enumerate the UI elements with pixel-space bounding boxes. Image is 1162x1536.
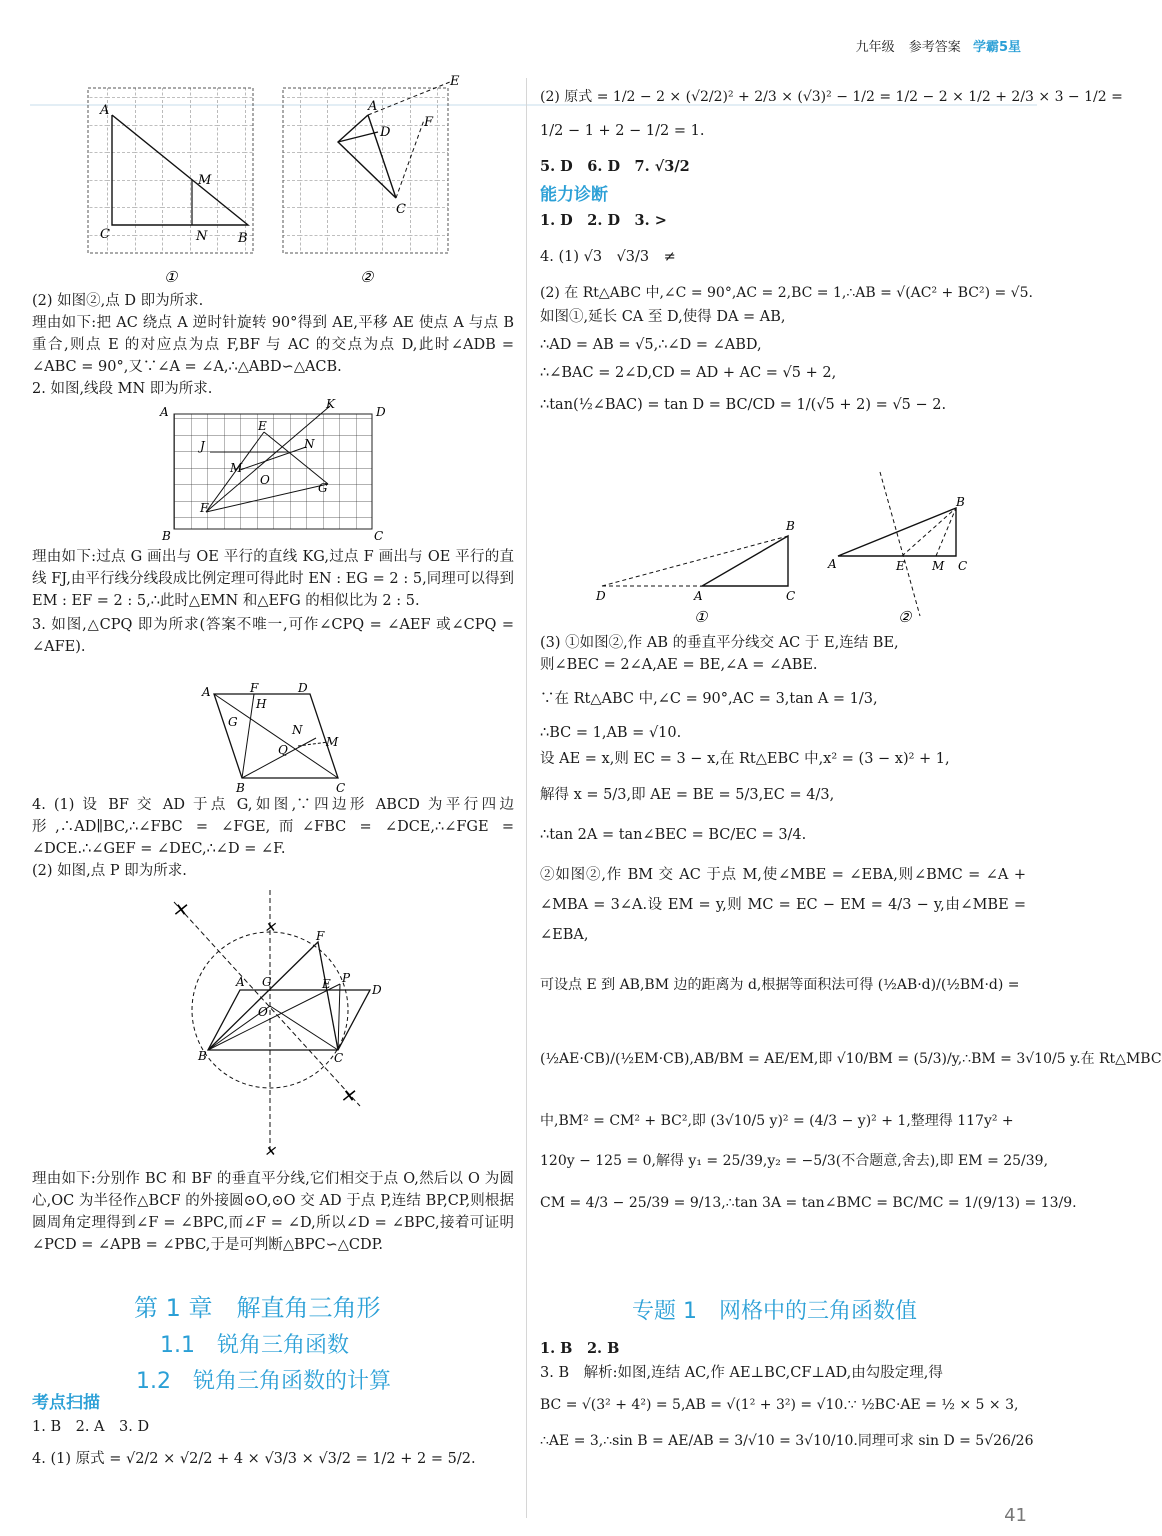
tri-label-5: E (896, 559, 905, 573)
tri-label-2: A (694, 589, 703, 603)
para-label-2: D (298, 681, 308, 695)
fig1-label-0: A (100, 103, 110, 118)
circle-label-3: E (322, 977, 331, 991)
section-1-1: 1.1 锐角三角函数 (160, 1333, 349, 1358)
p2-2: 理由如下:把 AC 绕点 A 逆时针旋转 90°得到 AE,平移 AE 使点 A 与点 B 重合,则点 E 的对应点为点 F,BF 与 AC 的交点为点 D,此时∠ADB = ∠ABC = 90°,又∵∠A = ∠A,∴△ABD∽△ACB. (32, 315, 514, 375)
grid2-label-5: N (304, 437, 315, 451)
chapter-title: 第 1 章 解直角三角形 (134, 1294, 381, 1322)
circle-label-7: B (198, 1049, 207, 1063)
fig1-label-3: B (238, 231, 248, 246)
r13: ∵在 Rt△ABC 中,∠C = 90°,AC = 3,tan A = 1/3, (540, 691, 878, 707)
grid2-label-3: E (258, 419, 267, 433)
ans-123: 1. B 2. A 3. D (32, 1419, 150, 1435)
page-header (856, 36, 1021, 55)
tri-caption-1: ② (898, 608, 912, 626)
r4: 1. D 2. D 3. > (540, 212, 667, 229)
topic-title: 专题 1 网格中的三角函数值 (632, 1299, 917, 1324)
left-block-1 (32, 290, 514, 400)
r6: (2) 在 Rt△ABC 中,∠C = 90°,AC = 2,BC = 1,∴AB = √(AC² + BC²) = √5. (540, 285, 1033, 301)
header-grade: 九年级 (855, 40, 895, 55)
grid2-label-6: M (230, 461, 243, 475)
grid2-label-11: C (374, 529, 384, 543)
q2-text: 2. 如图,线段 MN 即为所求. (32, 381, 213, 397)
para-label-6: Q (278, 743, 288, 757)
tri-label-7: C (958, 559, 968, 573)
tri-label-6: M (932, 559, 945, 573)
figure-triangles (590, 466, 990, 626)
fig2-label-3: E (450, 74, 460, 89)
fig1-label-2: N (196, 229, 208, 244)
para-label-8: B (236, 781, 245, 795)
r2: 1/2 − 1 + 2 − 1/2 = 1. (540, 123, 705, 139)
tri-caption-0: ① (694, 608, 708, 626)
scan-heading: 考点扫描 (32, 1393, 100, 1413)
q4-calc: 4. (1) 原式 = √2/2 × √2/2 + 4 × √3/3 × √3/2 = 1/2 + 2 = 5/2. (32, 1451, 476, 1467)
q4-1: 4. (1) 设 BF 交 AD 于点 G,如图,∵四边形 ABCD 为平行四边形,∴AD∥BC,∴∠FBC = ∠FGE,而∠FBC = ∠DCE,∴∠FGE = ∠DCE.∴∠GEF = ∠DEC,∴∠D = ∠F. (32, 797, 514, 857)
grid2-label-9: F (200, 501, 209, 515)
tri-label-0: B (786, 519, 795, 533)
grid2-label-1: D (376, 405, 386, 419)
fig1-label-1: C (100, 227, 110, 242)
grid2-label-10: B (162, 529, 171, 543)
ability-heading: 能力诊断 (540, 185, 608, 205)
fig2-label-0: A (368, 99, 378, 114)
r14: ∴BC = 1,AB = √10. (540, 725, 682, 741)
circle-label-5: D (372, 983, 382, 997)
grid2-label-7: O (260, 473, 270, 487)
r10: ∴tan(½∠BAC) = tan D = BC/CD = 1/(√5 + 2) = √5 − 2. (540, 397, 947, 413)
r7: 如图①,延长 CA 至 D,使得 DA = AB, (540, 309, 786, 325)
figure-grid-mn (158, 397, 398, 543)
tri-label-1: D (596, 589, 606, 603)
svg-text:✕: ✕ (172, 900, 188, 921)
r15: 设 AE = x,则 EC = 3 − x,在 Rt△EBC 中,x² = (3 − x)² + 1, (540, 751, 950, 767)
right-block-3 (540, 1338, 1034, 1452)
para-label-7: M (326, 735, 339, 749)
grid2-label-8: G (318, 481, 328, 495)
circle-label-4: P (342, 971, 351, 985)
r12: 则∠BEC = 2∠A,AE = BE,∠A = ∠ABE. (540, 657, 818, 673)
grid2-label-2: K (326, 397, 335, 411)
t2: 3. B 解析:如图,连结 AC,作 AE⊥BC,CF⊥AD,由勾股定理,得 (540, 1365, 943, 1381)
r5: 4. (1) √3 √3/3 ≠ (540, 249, 676, 265)
t4: ∴AE = 3,∴sin B = AE/AB = 3/√10 = 3√10/10.同理可求 sin D = 5√26/26 (540, 1433, 1034, 1449)
para-label-4: G (228, 715, 238, 729)
r18: ②如图②,作 BM 交 AC 于点 M,使∠MBE = ∠EBA,则∠BMC = ∠A + ∠MBA = 3∠A.设 EM = y,则 MC = EC − EM = 4/3 − y,由∠MBE = ∠EBA, (540, 867, 1026, 943)
circle-label-0: F (316, 929, 325, 943)
tri-label-8: B (956, 495, 965, 509)
left-block-4 (32, 1168, 514, 1256)
para-label-9: C (336, 781, 346, 795)
para-label-0: A (202, 685, 211, 699)
circle-label-1: A (236, 975, 245, 989)
figure-parallelogram (198, 682, 358, 794)
page-number: 41 (1004, 1505, 1027, 1526)
grid2-label-4: J (200, 439, 205, 453)
r21: 中,BM² = CM² + BC²,即 (3√10/5 y)² = (4/3 − y)² + 1,整理得 117y² + (540, 1113, 1014, 1129)
r19: 可设点 E 到 AB,BM 边的距离为 d,根据等面积法可得 (½AB·d)/(½BM·d) = (540, 977, 1020, 993)
para-label-1: F (250, 681, 259, 695)
circle-label-2: G (262, 975, 272, 989)
fig-caption-1: ② (360, 268, 374, 286)
left-block-2 (32, 546, 514, 658)
circle-label-6: O (258, 1005, 268, 1019)
q2-reason: 理由如下:过点 G 画出与 OE 平行的直线 KG,过点 F 画出与 OE 平行的直线 FJ,由平行线分线段成比例定理可得此时 EN : EG = 2 : 5,同理可以得到 EM : EF = 2 : 5,∴此时△EMN 和△EFG 的相似比为 2 : 5. (32, 549, 514, 609)
q4-2: (2) 如图,点 P 即为所求. (32, 863, 187, 879)
fig2-label-2: F (424, 115, 434, 130)
r23: CM = 4/3 − 25/39 = 9/13,∴tan 3A = tan∠BMC = BC/MC = 1/(9/13) = 13/9. (540, 1195, 1077, 1211)
t3: BC = √(3² + 4²) = 5,AB = √(1² + 3²) = √10.∵ ½BC·AE = ½ × 5 × 3, (540, 1397, 1019, 1413)
r20: (½AE·CB)/(½EM·CB),AB/BM = AE/EM,即 √10/BM = (5/3)/y,∴BM = 3√10/5 y.在 Rt△MBC (540, 1051, 1162, 1067)
right-block-2 (540, 632, 1162, 1214)
svg-text:✕: ✕ (264, 920, 276, 936)
r8: ∴AD = AB = √5,∴∠D = ∠ABD, (540, 337, 762, 353)
q3-text: 3. 如图,△CPQ 即为所求(答案不唯一,可作∠CPQ = ∠AEF 或∠CPQ = ∠AFE). (32, 617, 514, 655)
r9: ∴∠BAC = 2∠D,CD = AD + AC = √5 + 2, (540, 365, 837, 381)
left-block-5 (32, 1392, 514, 1470)
r1: (2) 原式 = 1/2 − 2 × (√2/2)² + 2/3 × (√3)² − 1/2 = 1/2 − 2 × 1/2 + 2/3 × 3 − 1/2 = (540, 89, 1123, 105)
tri-label-4: A (828, 557, 837, 571)
t1: 1. B 2. B (540, 1340, 620, 1357)
figure-grids-1-2 (80, 70, 500, 290)
figure-circle (160, 880, 400, 1160)
p2-1: (2) 如图②,点 D 即为所求. (32, 293, 204, 309)
r16: 解得 x = 5/3,即 AE = BE = 5/3,EC = 4/3, (540, 787, 835, 803)
svg-text:✕: ✕ (264, 1144, 276, 1160)
column-divider (526, 78, 527, 1518)
svg-text:✕: ✕ (340, 1086, 356, 1107)
section-1-2: 1.2 锐角三角函数的计算 (136, 1369, 391, 1394)
para-label-5: N (292, 723, 303, 737)
r22: 120y − 125 = 0,解得 y₁ = 25/39,y₂ = −5/3(不合题意,舍去),即 EM = 25/39, (540, 1153, 1049, 1169)
para-label-3: H (256, 697, 267, 711)
fig1-label-4: M (198, 173, 212, 188)
r11: (3) ①如图②,作 AB 的垂直平分线交 AC 于 E,连结 BE, (540, 635, 899, 651)
grid2-label-0: A (160, 405, 169, 419)
circle-label-8: C (334, 1051, 344, 1065)
fig-caption-0: ① (164, 268, 178, 286)
tri-label-3: C (786, 589, 796, 603)
right-block-1 (540, 86, 1123, 416)
r17: ∴tan 2A = tan∠BEC = BC/EC = 3/4. (540, 827, 807, 843)
header-section: 参考答案 (908, 40, 961, 55)
q4-reason: 理由如下:分别作 BC 和 BF 的垂直平分线,它们相交于点 O,然后以 O 为圆心,OC 为半径作△BCF 的外接圆⊙O,⊙O 交 AD 于点 P,连结 BP,CP,则根据圆周角定理得到∠F = ∠BPC,而∠F = ∠D,所以∠D = ∠BPC,接着可证明∠PCD = ∠APB = ∠PBC,于是可判断△BPC∽△CDP. (32, 1171, 514, 1253)
r3: 5. D 6. D 7. √3/2 (540, 158, 690, 175)
left-block-3 (32, 794, 514, 882)
header-brand: 学霸5星 (972, 40, 1021, 55)
fig2-label-4: C (396, 202, 406, 217)
fig2-label-1: D (380, 125, 391, 140)
